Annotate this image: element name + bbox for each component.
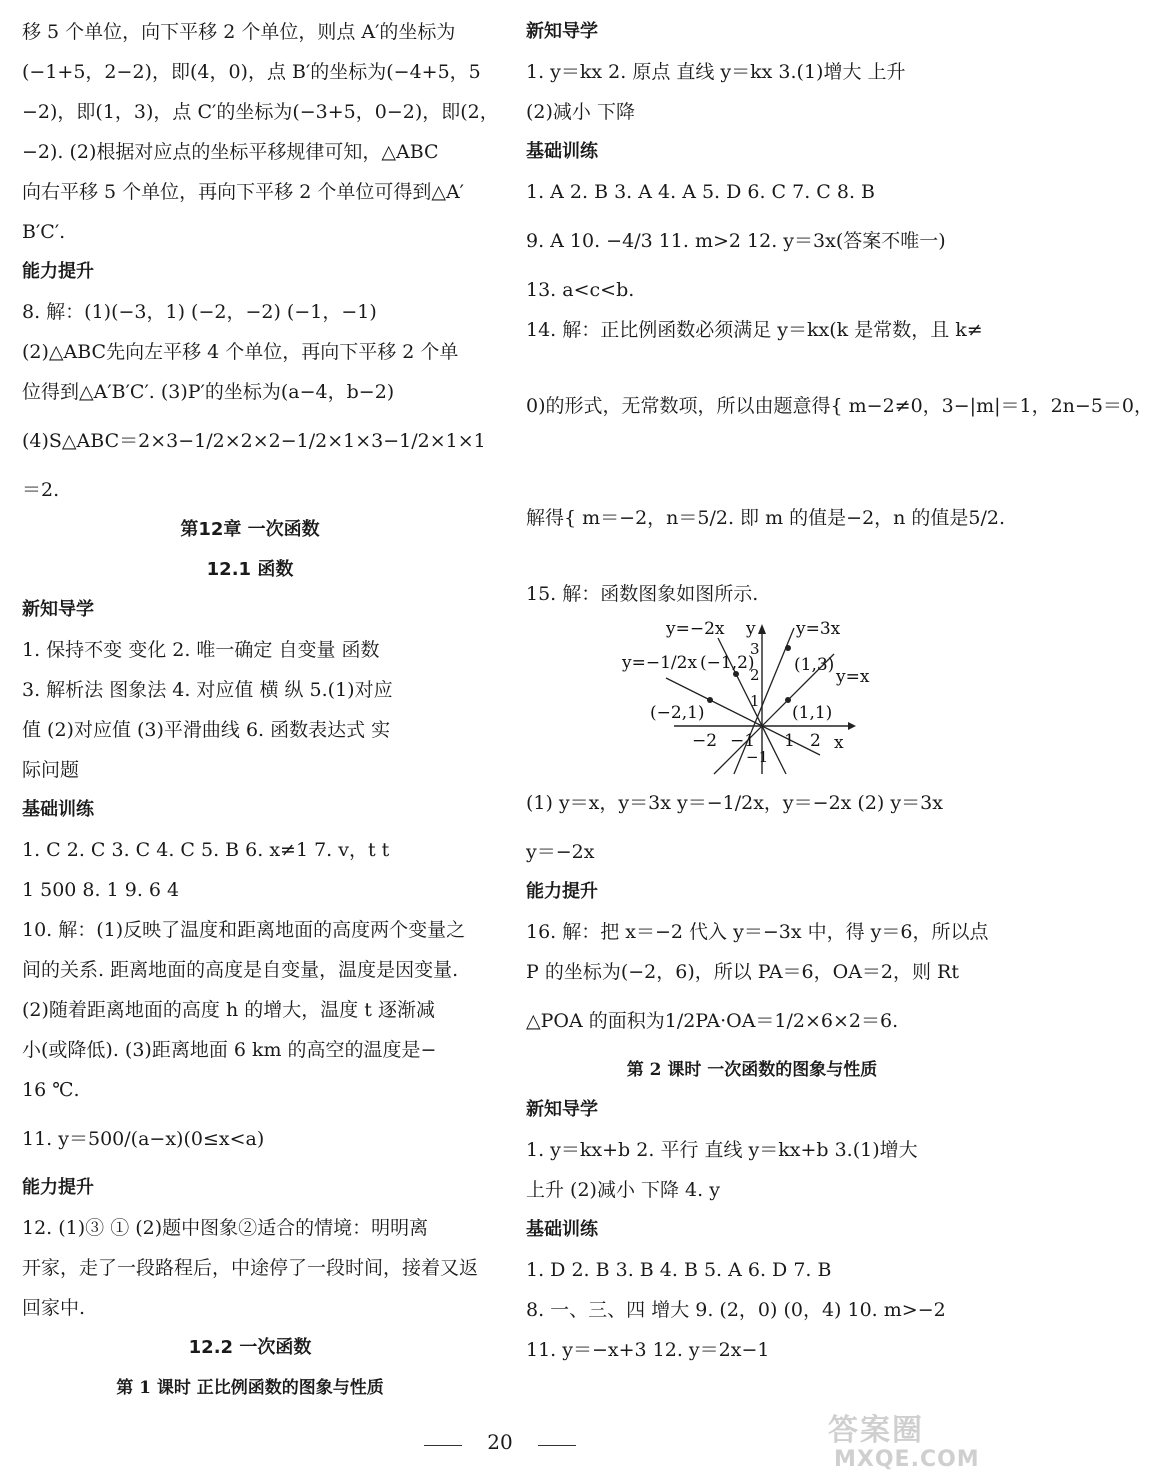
tick-y-3: 3 [750,640,760,658]
tick-x-2: 2 [810,731,821,751]
text-line: 间的关系. 距离地面的高度是自变量，温度是因变量. [22,959,459,981]
lesson-title: 第 2 课时 一次函数的图象与性质 [626,1060,878,1080]
text-line: △POA 的面积为1/2PA·OA＝1/2×6×2＝6. [526,1010,899,1032]
section-heading: 基础训练 [526,141,598,162]
text-line: 1. D 2. B 3. B 4. B 5. A 6. D 7. B [526,1259,832,1281]
y-axis-arrow [758,624,766,634]
lesson-title: 第 1 课时 正比例函数的图象与性质 [116,1378,384,1398]
point-neg2-1 [707,697,713,703]
left-column [22,12,499,1408]
text-line: 开家，走了一段路程后，中途停了一段时间，接着又返 [22,1257,479,1279]
text-line: 16 ℃. [22,1079,80,1101]
text-line: 10. 解：(1)反映了温度和距离地面的高度两个变量之 [22,919,466,941]
tick-x-neg1: −1 [730,731,756,751]
text-line: 12. (1)③ ① (2)题中图象②适合的情境：明明离 [22,1217,429,1239]
section-heading: 能力提升 [22,261,94,282]
section-heading: 能力提升 [22,1177,94,1198]
label-f1: y=−2x [666,619,725,639]
text-line: P 的坐标为(−2，6)，所以 PA＝6，OA＝2，则 Rt [526,961,960,983]
text-line: 向右平移 5 个单位，再向下平移 2 个单位可得到△A′ [22,181,464,203]
section-heading: 新知导学 [526,21,598,42]
text-line: 9. A 10. −4/3 11. m>2 12. y＝3x(答案不唯一) [526,230,946,252]
label-p4: (1,1) [792,703,833,723]
text-line: 回家中. [22,1297,86,1319]
label-f2: y=−1/2x [622,653,698,673]
section-title: 12.2 一次函数 [188,1337,312,1358]
tick-x-1: 1 [784,731,795,751]
label-f3: y=3x [796,619,841,639]
text-line: −2). (2)根据对应点的坐标平移规律可知，△ABC [22,141,439,163]
text-line: 1. A 2. B 3. A 4. A 5. D 6. C 7. C 8. B [526,181,876,203]
text-line: B′C′. [22,221,66,243]
page-number: 20 [487,1430,513,1454]
label-p1: (−1,2) [700,653,755,673]
text-line: y＝−2x [526,841,595,863]
text-line: −2)，即(1，3)，点 C′的坐标为(−3+5，0−2)，即(2， [22,101,499,123]
text-line: 16. 解：把 x＝−2 代入 y＝−3x 中，得 y＝6，所以点 [526,921,989,943]
text-line: 上升 (2)减小 下降 4. y [526,1179,720,1201]
text-line: 1 500 8. 1 9. 6 4 [22,879,180,901]
section-heading: 基础训练 [526,1219,598,1240]
section-heading: 新知导学 [22,599,94,620]
text-line: (1) y＝x，y＝3x y＝−1/2x，y＝−2x (2) y＝3x [526,792,943,814]
text-line: 小(或降低). (3)距离地面 6 km 的高空的温度是− [22,1039,437,1061]
text-line: 1. C 2. C 3. C 4. C 5. B 6. x≠1 7. v，t t [22,839,390,861]
tick-y-1: 1 [750,692,760,710]
section-heading: 基础训练 [22,799,94,820]
text-line: 解得{ m＝−2，n＝5/2. 即 m 的值是−2，n 的值是5/2. [526,507,1006,529]
text-line: 位得到△A′B′C′. (3)P′的坐标为(a−4，b−2) [22,381,395,403]
section-heading: 新知导学 [526,1099,598,1120]
tick-y-2: 2 [750,666,760,684]
x-axis-arrow [848,722,856,730]
text-line: 际问题 [22,759,80,781]
text-line: 3. 解析法 图象法 4. 对应值 横 纵 5.(1)对应 [22,679,393,701]
text-line: 11. y＝500/(a−x)(0≤x<a) [22,1128,265,1150]
text-line: 8. 解：(1)(−3，1) (−2，−2) (−1，−1) [22,301,377,323]
section-heading: 能力提升 [526,881,598,902]
text-line: 值 (2)对应值 (3)平滑曲线 6. 函数表达式 实 [22,719,391,741]
text-line: 13. a<c<b. [526,279,635,301]
text-line: 8. 一、三、四 增大 9. (2，0) (0，4) 10. m>−2 [526,1299,946,1321]
watermark-url: MXQE.COM [834,1447,980,1472]
text-line: 1. 保持不变 变化 2. 唯一确定 自变量 函数 [22,639,380,661]
point-1-3 [785,645,791,651]
function-graph [526,614,978,774]
graph-svg [622,614,882,774]
label-y-axis: y [746,619,756,639]
label-f4: y=x [836,667,870,687]
label-x-axis: x [834,733,844,753]
text-line: 移 5 个单位，向下平移 2 个单位，则点 A′的坐标为 [22,21,456,43]
text-line: (2)随着距离地面的高度 h 的增大，温度 t 逐渐减 [22,999,435,1021]
text-line: ＝2. [22,479,60,501]
watermark-logo [818,1405,978,1475]
page-number-dash-right [538,1445,576,1446]
text-line: (4)S△ABC＝2×3−1/2×2×2−1/2×1×3−1/2×1×1 [22,430,486,452]
text-line: 1. y＝kx+b 2. 平行 直线 y＝kx+b 3.(1)增大 [526,1139,918,1161]
tick-y-neg1: −1 [746,748,769,766]
right-column [526,12,1153,1370]
text-line: (−1+5，2−2)，即(4，0)，点 B′的坐标为(−4+5，5 [22,61,481,83]
text-line: 11. y＝−x+3 12. y＝2x−1 [526,1339,770,1361]
chapter-title: 第12章 一次函数 [180,519,320,540]
text-line: (2)△ABC先向左平移 4 个单位，再向下平移 2 个单 [22,341,459,363]
label-p3: (−2,1) [650,703,705,723]
label-p2: (1,3) [794,655,835,675]
section-title: 12.1 函数 [206,559,294,580]
watermark-text: 答案圈 [828,1413,924,1448]
tick-x-neg2: −2 [692,731,718,751]
text-line: 15. 解：函数图象如图所示. [526,583,759,605]
text-line: (2)减小 下降 [526,101,635,123]
text-line: 0)的形式，无常数项，所以由题意得{ m−2≠0，3−|m|＝1，2n−5＝0， [526,395,1153,417]
text-line: 1. y＝kx 2. 原点 直线 y＝kx 3.(1)增大 上升 [526,61,906,83]
point-1-1 [785,697,791,703]
text-line: 14. 解：正比例函数必须满足 y＝kx(k 是常数，且 k≠ [526,319,983,341]
